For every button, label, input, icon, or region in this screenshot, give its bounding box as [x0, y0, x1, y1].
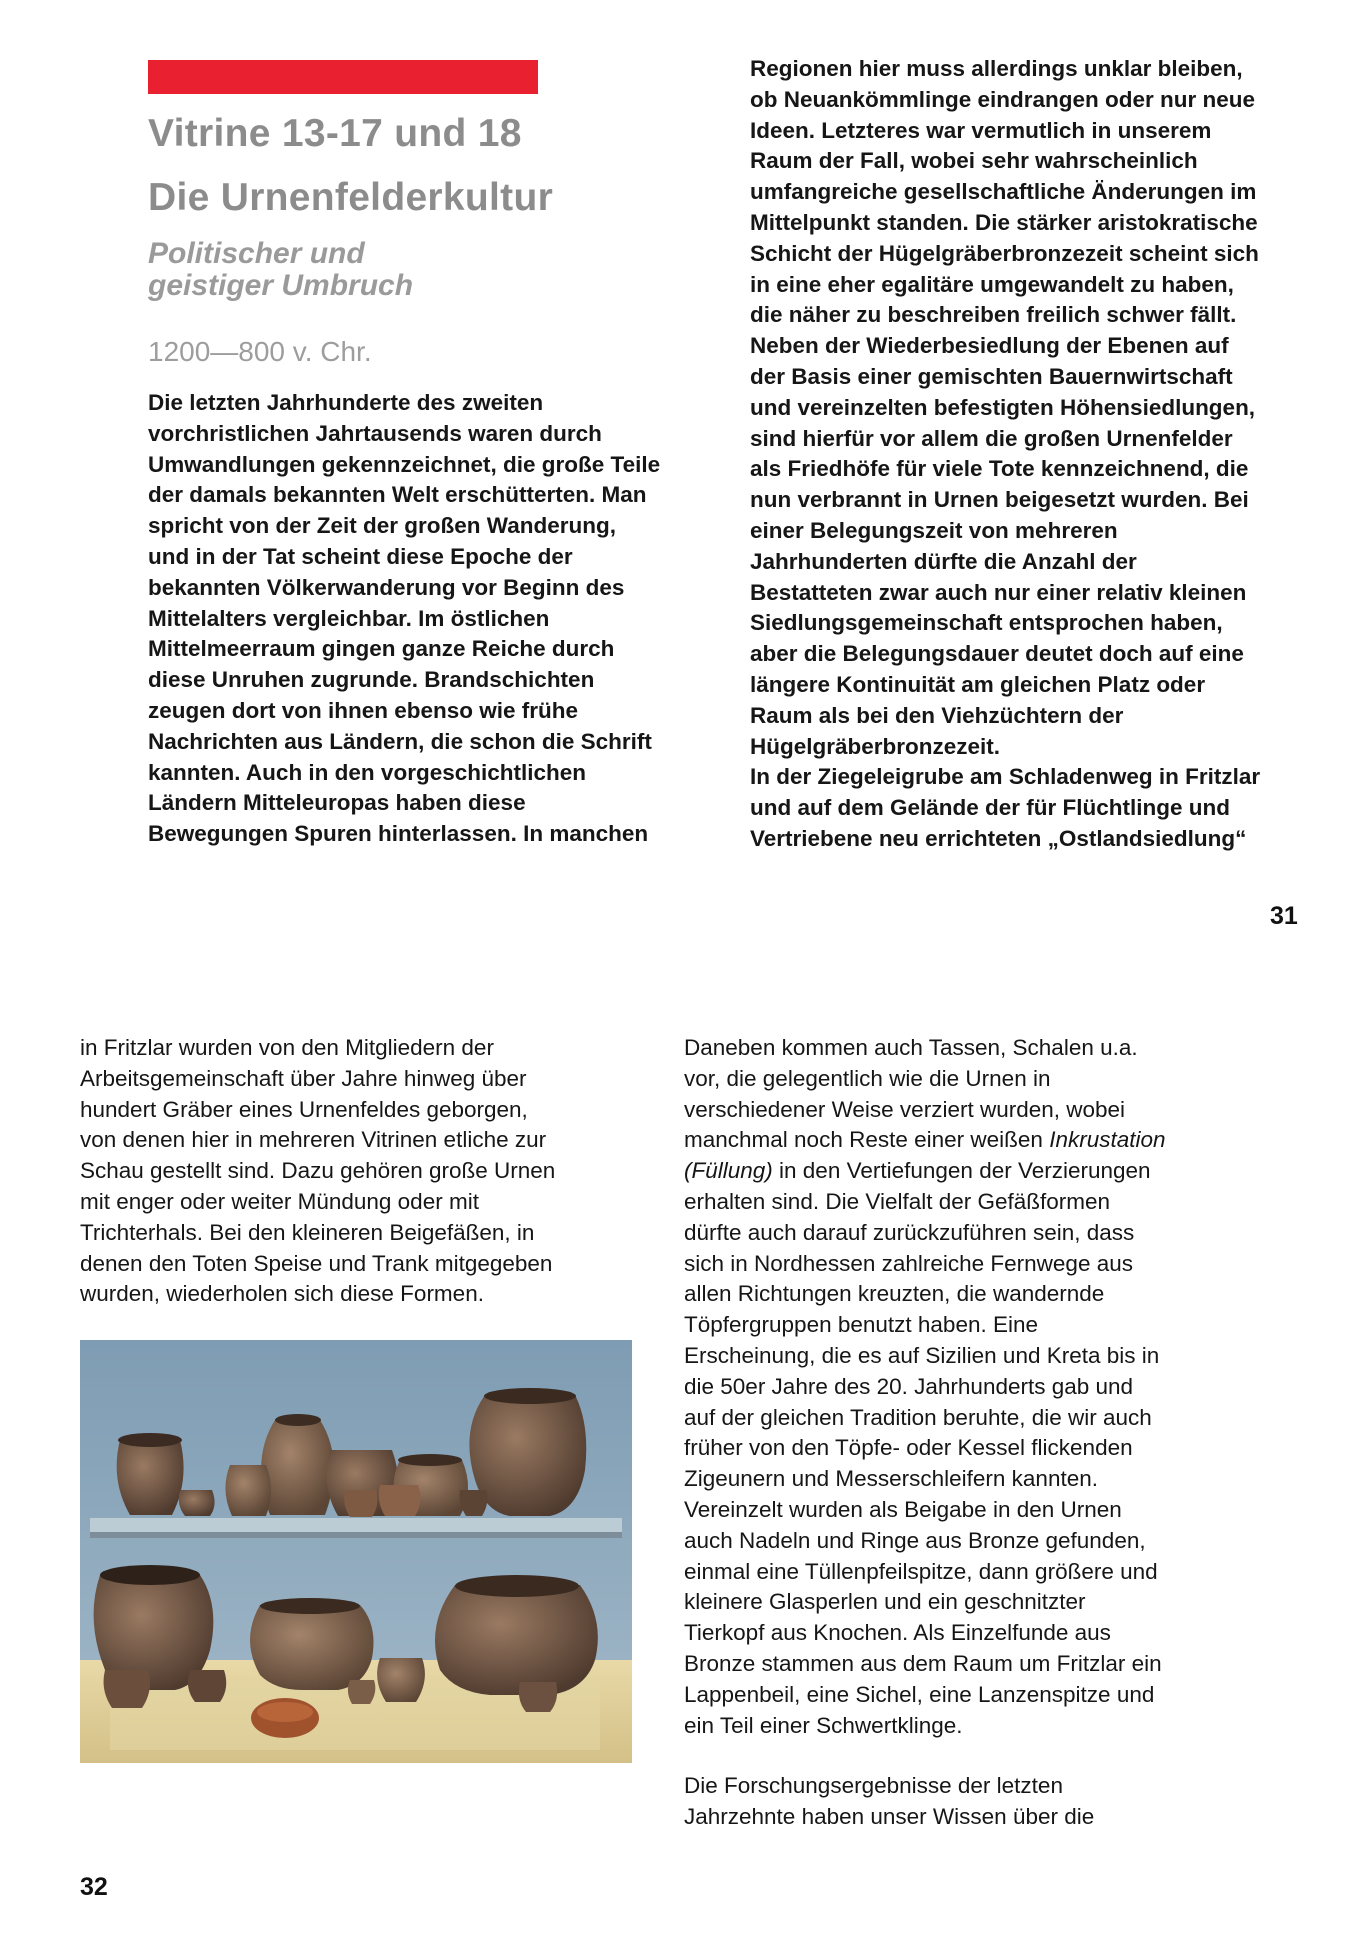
- body-text-left: in Fritzlar wurden von den Mitgliedern der Arbeitsgemeinschaft über Jahre hinweg über hundert Gräber eines Urnenfeldes geborgen, von denen hier in mehreren Vitrinen etliche zur Schau gestellt sind. Dazu gehören große Urnen mit enger oder weiter Mündung oder mit Trichterhals. Bei den kleineren Beigefäßen, in denen den Toten Speise und Trank mitgegeben wurden, wiederholen sich diese Formen.: [80, 1035, 556, 1307]
- body-text-right-continued: Die Forschungsergebnisse der letzten Jahrzehnte haben unser Wissen über die: [684, 1773, 1095, 1829]
- body-text-right: [684, 1033, 1284, 1741]
- section-heading-title: Die Urnenfelderkultur: [148, 176, 554, 219]
- period-label: 1200—800 v. Chr.: [148, 336, 372, 367]
- body-text-right: Regionen hier muss allerdings unklar bleiben, ob Neuankömmlinge eindrangen oder nur neue Ideen. Letzteres war vermutlich in unserem Raum der Fall, wobei sehr wahrscheinlich umfangreiche gesellschaftliche Änderungen im Mittelpunkt standen. Die stärker aristokratische Schicht der Hügelgräberbronzezeit scheint sich in eine eher egalitäre umgewandelt zu haben, die näher zu beschreiben freilich schwer fällt. Neben der Wiederbesiedlung der Ebenen auf der Basis einer gemischten Bauernwirtschaft und vereinzelten befestigten Höhensiedlungen, sind hierfür vor allem die großen Urnenfelder als Friedhöfe für viele Tote kennzeichnend, die nun verbrannt in Urnen beigesetzt wurden. Bei einer Belegungszeit von mehreren Jahrhunderten dürfte die Anzahl der Bestatteten zwar auch nur einer relativ kleinen Siedlungsgemeinschaft entsprochen haben, aber die Belegungsdauer deutet doch auf eine längere Kontinuität am gleichen Platz oder Raum als bei den Viehzüchtern der Hügelgräberbronzezeit. In der Ziegeleigrube am Schladenweg in Fritzlar und auf dem Gelände der für Flüchtlinge und Vertriebene neu errichteten „Ostlandsiedlung“: [750, 56, 1261, 851]
- section-subheading: Politischer und geistiger Umbruch: [148, 237, 414, 302]
- term-inkrustation: Inkrustation (Füllung): [684, 1127, 1166, 1184]
- body-text-right-part1: Daneben kommen auch Tassen, Schalen u.a. vor, die gelegentlich wie die Urnen in verschiedener Weise verziert wurden, wobei manchmal noch Reste einer weißen: [684, 1035, 1138, 1153]
- vitrine-photo: [80, 1340, 632, 1763]
- page-number: 32: [80, 1873, 108, 1901]
- section-heading-vitrine: Vitrine 13-17 und 18: [148, 112, 522, 155]
- body-text-left: Die letzten Jahrhunderte des zweiten vorchristlichen Jahrtausends waren durch Umwandlungen gekennzeichnet, die große Teile der damals bekannten Welt erschütterten. Man spricht von der Zeit der großen Wanderung, und in der Tat scheint diese Epoche der bekannten Völkerwanderung vor Beginn des Mittelalters vergleichbar. Im östlichen Mittelmeerraum gingen ganze Reiche durch diese Unruhen zugrunde. Brandschichten zeugen dort von ihnen ebenso wie frühe Nachrichten aus Ländern, die schon die Schrift kannten. Auch in den vorgeschichtlichen Ländern Mitteleuropas haben diese Bewegungen Spuren hinterlassen. In manchen: [148, 390, 661, 847]
- body-text-right-part2: in den Vertiefungen der Verzierungen erhalten sind. Die Vielfalt der Gefäßformen dürfte auch darauf zurückzuführen sein, dass sich in Nordhessen zahlreiche Fernwege aus allen Richtungen kreuzten, die wandernde Töpfergruppen benutzt haben. Eine Erscheinung, die es auf Sizilien und Kreta bis in die 50er Jahre des 20. Jahrhunderts gab und auf der gleichen Tradition beruhte, die wir auch früher von den Töpfe- oder Kessel flickenden Zigeunern und Messerschleifern kannten. Vereinzelt wurden als Beigabe in den Urnen auch Nadeln und Ringe aus Bronze gefunden, einmal eine Tüllenpfeilspitze, dann größere und kleinere Glasperlen und ein geschnitzter Tierkopf aus Knochen. Als Einzelfunde aus Bronze stammen aus dem Raum um Fritzlar ein Lappenbeil, eine Sichel, eine Lanzenspitze und ein Teil einer Schwertklinge.: [684, 1158, 1162, 1738]
- page-number: 31: [1270, 902, 1298, 930]
